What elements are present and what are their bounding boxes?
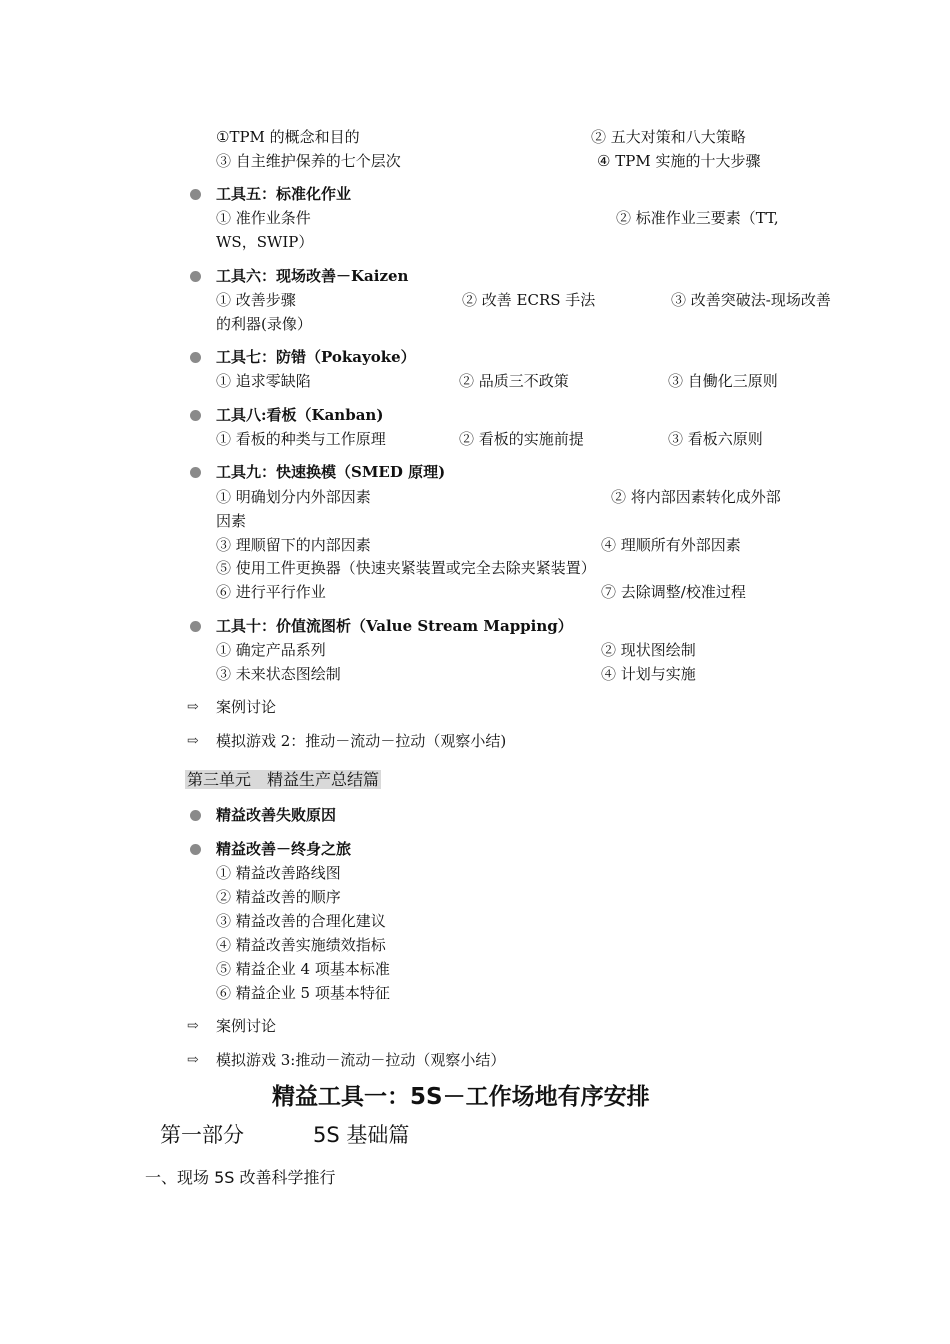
tool7-item-2: ② 品质三不政策 (459, 372, 569, 390)
tool10-item-1: ① 确定产品系列 (216, 641, 326, 659)
unit3-bullet-1: 精益改善失败原因 (216, 806, 337, 824)
bullet-icon (190, 271, 201, 282)
tool5-title: 工具五：标准化作业 (216, 185, 352, 203)
tool5-item-2: ② 标准作业三要素（TT, (616, 209, 779, 227)
right-arrow-icon: ⇨ (187, 699, 199, 715)
list-item: ⑤ 精益企业 4 项基本标准 (216, 960, 390, 978)
section-heading: 一、现场 5S 改善科学推行 (145, 1168, 336, 1187)
tool8-item-1: ① 看板的种类与工作原理 (216, 430, 386, 448)
tpm-item-1: ①TPM 的概念和目的 (216, 128, 360, 146)
tool7-item-1: ① 追求零缺陷 (216, 372, 311, 390)
simulation-game-2: 模拟游戏 2：推动－流动－拉动（观察小结) (216, 732, 507, 750)
bullet-icon (190, 810, 201, 821)
tool7-title: 工具七：防错（Pokayoke） (216, 348, 416, 366)
main-heading: 精益工具一：5S－工作场地有序安排 (272, 1084, 650, 1110)
tool9-item-2: ② 将内部因素转化成外部 (611, 488, 781, 506)
tpm-item-4: ④ TPM 实施的十大步骤 (597, 152, 761, 170)
tool9-item-7: ⑦ 去除调整/校准过程 (601, 583, 746, 601)
tool8-title: 工具八:看板（Kanban) (216, 406, 384, 424)
tool6-item-2: ② 改善 ECRS 手法 (462, 291, 596, 309)
tool10-item-3: ③ 未来状态图绘制 (216, 665, 341, 683)
list-item: ① 精益改善路线图 (216, 864, 341, 882)
case-discussion-2: 案例讨论 (216, 1017, 277, 1035)
case-discussion-1: 案例讨论 (216, 698, 277, 716)
tool8-item-2: ② 看板的实施前提 (459, 430, 584, 448)
bullet-icon (190, 844, 201, 855)
tool6-item-3-cont: 的利器(录像） (216, 315, 312, 333)
tool9-title: 工具九：快速换模（SMED 原理) (216, 463, 446, 481)
tpm-item-2: ② 五大对策和八大策略 (591, 128, 746, 146)
bullet-icon (190, 352, 201, 363)
simulation-game-3: 模拟游戏 3:推动－流动－拉动（观察小结） (216, 1051, 506, 1069)
tool6-title: 工具六：现场改善－Kaizen (216, 267, 409, 285)
bullet-icon (190, 189, 201, 200)
bullet-icon (190, 410, 201, 421)
tool9-item-6: ⑥ 进行平行作业 (216, 583, 326, 601)
unit3-bullet-2: 精益改善－终身之旅 (216, 840, 352, 858)
part-heading: 第一部分 (160, 1123, 244, 1147)
bullet-icon (190, 621, 201, 632)
part-name-heading: 5S 基础篇 (313, 1123, 410, 1147)
tool7-item-3: ③ 自働化三原则 (668, 372, 778, 390)
bullet-icon (190, 467, 201, 478)
tool5-item-2-cont: WS，SWIP） (216, 233, 314, 251)
list-item: ③ 精益改善的合理化建议 (216, 912, 386, 930)
right-arrow-icon: ⇨ (187, 733, 199, 749)
right-arrow-icon: ⇨ (187, 1052, 199, 1068)
tool10-title: 工具十：价值流图析（Value Stream Mapping） (216, 617, 573, 635)
tool6-item-3: ③ 改善突破法-现场改善 (671, 291, 831, 309)
tool9-item-5: ⑤ 使用工件更换器（快速夹紧装置或完全去除夹紧装置） (216, 559, 596, 577)
tool5-item-1: ① 准作业条件 (216, 209, 311, 227)
list-item: ⑥ 精益企业 5 项基本特征 (216, 984, 390, 1002)
tool10-item-2: ② 现状图绘制 (601, 641, 696, 659)
tpm-item-3: ③ 自主维护保养的七个层次 (216, 152, 401, 170)
list-item: ④ 精益改善实施绩效指标 (216, 936, 386, 954)
tool9-item-1: ① 明确划分内外部因素 (216, 488, 371, 506)
tool9-item-4: ④ 理顺所有外部因素 (601, 536, 741, 554)
tool9-item-2-cont: 因素 (216, 512, 247, 530)
tool9-item-3: ③ 理顺留下的内部因素 (216, 536, 371, 554)
tool6-item-1: ① 改善步骤 (216, 291, 296, 309)
unit3-title: 第三单元 精益生产总结篇 (187, 770, 380, 789)
tool8-item-3: ③ 看板六原则 (668, 430, 763, 448)
right-arrow-icon: ⇨ (187, 1018, 199, 1034)
list-item: ② 精益改善的顺序 (216, 888, 341, 906)
tool10-item-4: ④ 计划与实施 (601, 665, 696, 683)
